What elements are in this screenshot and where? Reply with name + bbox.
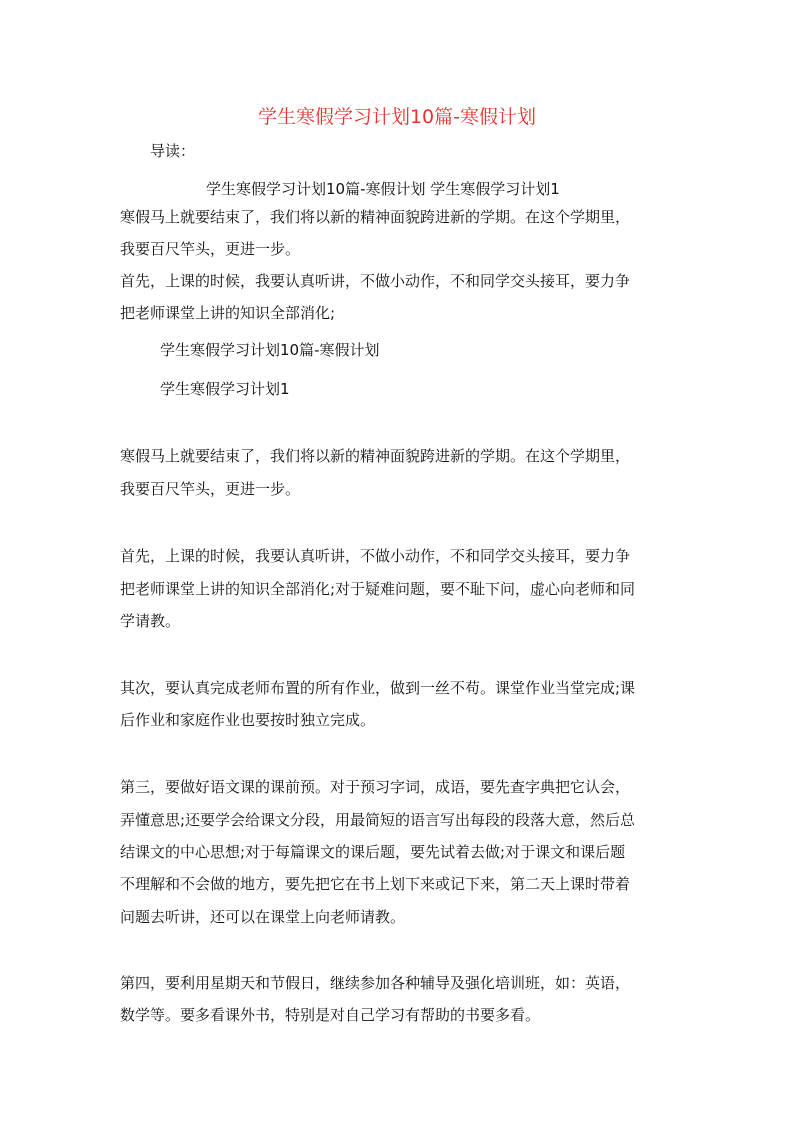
paragraph-line: 第四，要利用星期天和节假日，继续参加各种辅导及强化培训班，如：英语， [120,974,631,992]
summary-line: 学生寒假学习计划10篇-寒假计划 学生寒假学习计划1 [206,180,560,198]
paragraph-line: 其次，要认真完成老师布置的所有作业，做到一丝不苟。课堂作业当堂完成;课 [120,679,636,697]
paragraph-line: 学请教。 [120,612,181,630]
paragraph-line: 寒假马上就要结束了，我们将以新的精神面貌跨进新的学期。在这个学期里， [120,447,631,465]
paragraph-line: 把老师课堂上讲的知识全部消化;对于疑难问题，要不耻下问，虚心向老师和同 [120,580,636,598]
paragraph-line: 后作业和家庭作业也要按时独立完成。 [120,711,376,729]
document-title: 学生寒假学习计划10篇-寒假计划 [257,106,537,128]
heading-section: 学生寒假学习计划1 [160,380,290,398]
summary-para2-line1: 首先，上课的时候，我要认真听讲，不做小动作，不和同学交头接耳，要力争 [120,272,631,290]
paragraph-line: 问题去听讲，还可以在课堂上向老师请教。 [120,908,406,926]
paragraph-line: 数学等。要多看课外书，特别是对自己学习有帮助的书要多看。 [120,1006,541,1024]
heading-main: 学生寒假学习计划10篇-寒假计划 [160,341,380,359]
summary-para1-line1: 寒假马上就要结束了，我们将以新的精神面貌跨进新的学期。在这个学期里， [120,208,631,226]
paragraph-line: 我要百尺竿头，更进一步。 [120,480,301,498]
paragraph-line: 第三，要做好语文课的课前预。对于预习字词，成语，要先查字典把它认会， [120,778,631,796]
paragraph-line: 弄懂意思;还要学会给课文分段，用最简短的语言写出每段的段落大意，然后总 [120,811,636,829]
summary-para1-line2: 我要百尺竿头，更进一步。 [120,240,301,258]
paragraph-line: 不理解和不会做的地方，要先把它在书上划下来或记下来，第二天上课时带着 [120,875,631,893]
paragraph-line: 首先，上课的时候，我要认真听讲，不做小动作，不和同学交头接耳，要力争 [120,547,631,565]
paragraph-line: 结课文的中心思想;对于每篇课文的课后题，要先试着去做;对于课文和课后题 [120,843,626,861]
summary-para2-line2: 把老师课堂上讲的知识全部消化; [120,304,336,322]
intro-label: 导读： [150,142,196,160]
